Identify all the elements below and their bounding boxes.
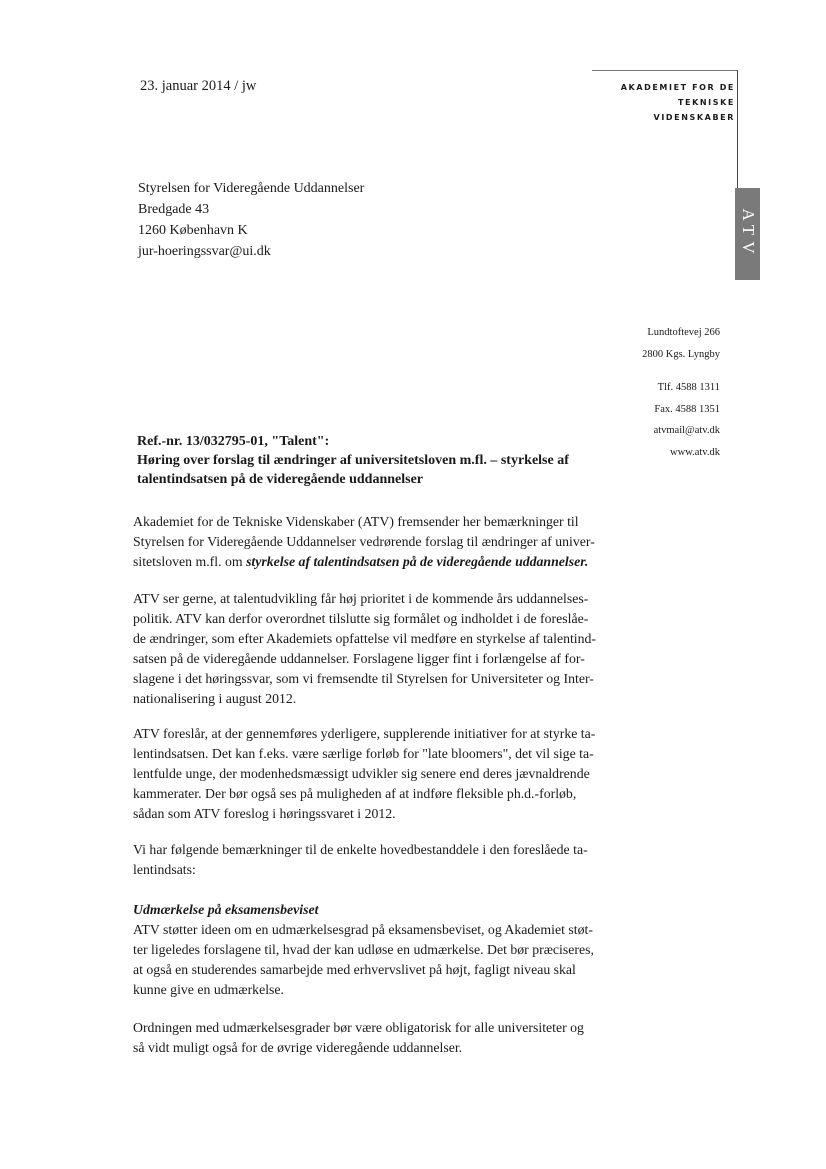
text-line: politik. ATV kan derfor overordnet tilslutte sig formålet og indholdet i de foreslåe-: [133, 611, 589, 626]
text-line: ATV foreslår, at der gennemføres yderligere, supplerende initiativer for at styrke ta-: [133, 726, 596, 741]
recipient-line: Styrelsen for Videregående Uddannelser: [138, 181, 365, 196]
text-line: ATV ser gerne, at talentudvikling får høj prioritet i de kommende års uddannelses-: [133, 591, 589, 606]
text-line: Styrelsen for Videregående Uddannelser vedrørende forslag til ændringer af univer-: [133, 534, 595, 549]
section-distinction: [133, 900, 613, 1000]
paragraph-proposals: [133, 724, 613, 824]
paragraph-mandatory: [133, 1018, 613, 1058]
text-line: ATV støtter ideen om en udmærkelsesgrad på eksamensbeviset, og Akademiet støt-: [133, 922, 593, 937]
paragraph-support: [133, 589, 613, 709]
text-line: lentindsatsen. Det kan f.eks. være særlige forløb for "late bloomers", det vil sige ta-: [133, 746, 594, 761]
contact-fax: Fax. 4588 1351: [654, 403, 720, 415]
subject-line: Ref.-nr. 13/032795-01, "Talent":: [137, 434, 330, 449]
recipient-address: [138, 178, 364, 262]
header-vertical-rule: [737, 70, 738, 190]
org-line: TEKNISKE: [677, 98, 735, 107]
text-line: lentfulde unge, der modenhedsmæssigt udvikler sig senere end deres jævnaldrende: [133, 766, 590, 781]
paragraph-remarks-intro: [133, 840, 613, 880]
atv-logo: [735, 188, 760, 280]
text-segment: sitetsloven m.fl. om: [133, 554, 247, 569]
text-line: kammerater. Der bør også ses på muligheden af at indføre fleksible ph.d.-forløb,: [133, 786, 577, 801]
recipient-line: 1260 København K: [138, 223, 248, 238]
text-line: sådan som ATV foreslog i høringssvaret i 2012.: [133, 806, 396, 821]
header-rule: [592, 70, 738, 71]
text-line: Ordningen med udmærkelsesgrader bør være obligatorisk for alle universiteter og: [133, 1020, 584, 1035]
text-line: [133, 552, 613, 572]
atv-logo-text: ATV: [738, 208, 758, 260]
text-line: lentindsats:: [133, 862, 196, 877]
subject-line: talentindsatsen på de videregående uddannelser: [137, 472, 423, 487]
organization-name: [621, 80, 735, 125]
contact-phone: Tlf. 4588 1311: [657, 382, 720, 393]
text-line: Vi har følgende bemærkninger til de enkelte hovedbestanddele i den foreslåede ta-: [133, 842, 588, 857]
text-line: ter ligeledes forslagene til, hvad der kan udløse en udmærkelse. Det bør præciseres,: [133, 942, 594, 957]
section-heading: Udmærkelse på eksamensbeviset: [133, 902, 319, 917]
contact-city: 2800 Kgs. Lyngby: [642, 348, 720, 360]
contact-street: Lundtoftevej 266: [647, 327, 720, 338]
text-line: Akademiet for de Tekniske Videnskaber (ATV) fremsender her bemærkninger til: [133, 514, 579, 529]
text-line: så vidt muligt også for de øvrige videregående uddannelser.: [133, 1040, 463, 1055]
subject-line: Høring over forslag til ændringer af universitetsloven m.fl. – styrkelse af: [137, 453, 569, 468]
contact-web: www.atv.dk: [670, 446, 720, 458]
org-line: AKADEMIET FOR DE: [620, 83, 735, 92]
org-line: VIDENSKABER: [653, 113, 735, 122]
subject-heading: [137, 432, 569, 489]
text-line: nationalisering i august 2012.: [133, 691, 297, 706]
text-line: de ændringer, som efter Akademiets opfattelse vil medføre en styrkelse af talentind-: [133, 631, 597, 646]
letter-date: 23. januar 2014 / jw: [140, 78, 257, 94]
recipient-line: jur-hoeringssvar@ui.dk: [138, 244, 271, 259]
recipient-line: Bredgade 43: [138, 202, 210, 217]
text-line: kunne give en udmærkelse.: [133, 982, 284, 997]
text-line: at også en studerendes samarbejde med erhvervslivet på højt, fagligt niveau skal: [133, 962, 576, 977]
text-line: satsen på de videregående uddannelser. Forslagene ligger fint i forlængelse af for-: [133, 651, 585, 666]
emphasis-text: styrkelse af talentindsatsen på de videregående uddannelser.: [246, 554, 589, 569]
contact-email: atvmail@atv.dk: [653, 425, 720, 436]
paragraph-intro: [133, 512, 613, 572]
sender-contact: [642, 322, 720, 463]
text-line: slagene i det høringssvar, som vi fremsendte til Styrelsen for Universiteter og Inter-: [133, 671, 594, 686]
